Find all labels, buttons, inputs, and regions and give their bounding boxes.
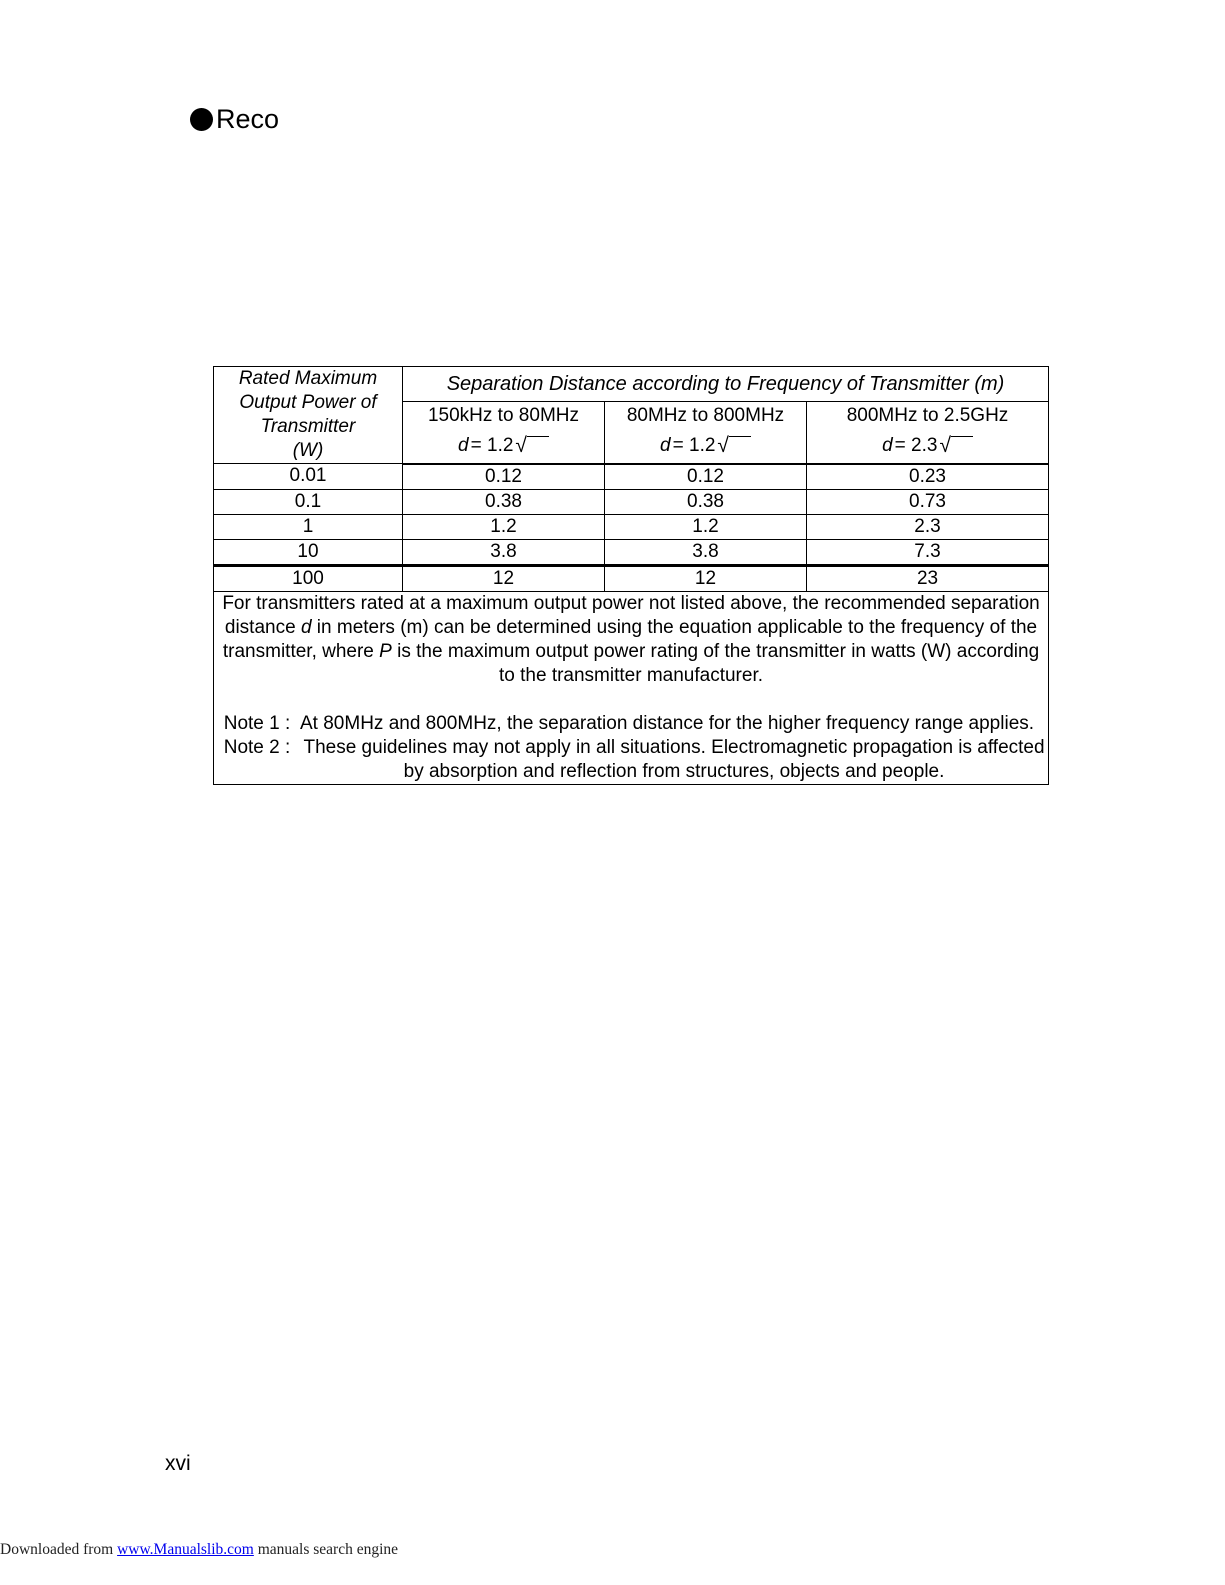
separation-distance-header: Separation Distance according to Frequency of Transmitter (m) [403,367,1049,402]
band-header-80mhz-800mhz: 80MHz to 800MHz [605,402,807,429]
table-row [214,489,1049,514]
distance-formula: d = 2.3 √ [882,434,973,457]
section-heading-text: Reco [216,104,280,134]
formula-cell [403,428,605,463]
footer-prefix: Downloaded from [0,1541,118,1558]
square-root-icon: √ [717,434,751,457]
table-cell: 12 [403,565,605,591]
table-cell: 0.38 [605,489,807,514]
page-number: xvi [165,1452,191,1475]
formula-cell [807,428,1049,463]
section-heading [190,102,279,136]
notes-list [214,712,1048,784]
table-row [214,539,1049,565]
table-cell: 0.73 [807,489,1049,514]
square-root-icon: √ [515,434,549,457]
band-header-800mhz-2-5ghz: 800MHz to 2.5GHz [807,402,1049,429]
table-notes [214,591,1049,784]
formula-cell [605,428,807,463]
note-label: Note 2 : [223,736,291,758]
table-row [214,514,1049,539]
table-cell: 0.12 [403,464,605,490]
note-item [214,736,1048,784]
note-item [214,712,1048,736]
separation-distance-table [213,366,1049,785]
table-cell: 23 [807,565,1049,591]
table-cell: 1.2 [403,514,605,539]
table-cell: 12 [605,565,807,591]
table-cell: 3.8 [605,539,807,565]
table-cell: 7.3 [807,539,1049,565]
footer-suffix: manuals search engine [253,1541,399,1558]
table-cell: 3.8 [403,539,605,565]
distance-formula: d = 1.2 √ [660,434,751,457]
note-text: At 80MHz and 800MHz, the separation distance for the higher frequency range applies. [300,712,1035,734]
bullet-icon [190,108,213,131]
explanation-paragraph: For transmitters rated at a maximum output power not listed above, the recommended separation distance d in meters (m) can be determined using the equation applicable to the frequency of the transmitter, where P is the maximum output power rating of the transmitter in watts (W) according to the transmitter manufacturer. [222,592,1040,687]
note-label: Note 1 : [223,712,291,734]
note-text: These guidelines may not apply in all situations. Electromagnetic propagation is affected by absorption and reflection from structures, objects and people. [303,736,1045,782]
table-cell: 10 [214,539,403,565]
table-row [214,565,1049,591]
table-cell: 100 [214,565,403,591]
square-root-icon: √ [939,434,973,457]
table-cell: 0.01 [214,464,403,490]
table-cell: 0.1 [214,489,403,514]
table-cell: 0.38 [403,489,605,514]
table-cell: 0.23 [807,464,1049,490]
table-cell: 1.2 [605,514,807,539]
download-footer [0,1541,398,1559]
band-header-150khz-80mhz: 150kHz to 80MHz [403,402,605,429]
table-row [214,464,1049,490]
table-cell: 0.12 [605,464,807,490]
table-cell: 2.3 [807,514,1049,539]
power-column-header: Rated Maximum Output Power of Transmitter (W) [214,367,403,464]
manualslib-link[interactable]: www.Manualslib.com [117,1541,254,1558]
distance-formula: d = 1.2 √ [458,434,549,457]
table-cell: 1 [214,514,403,539]
